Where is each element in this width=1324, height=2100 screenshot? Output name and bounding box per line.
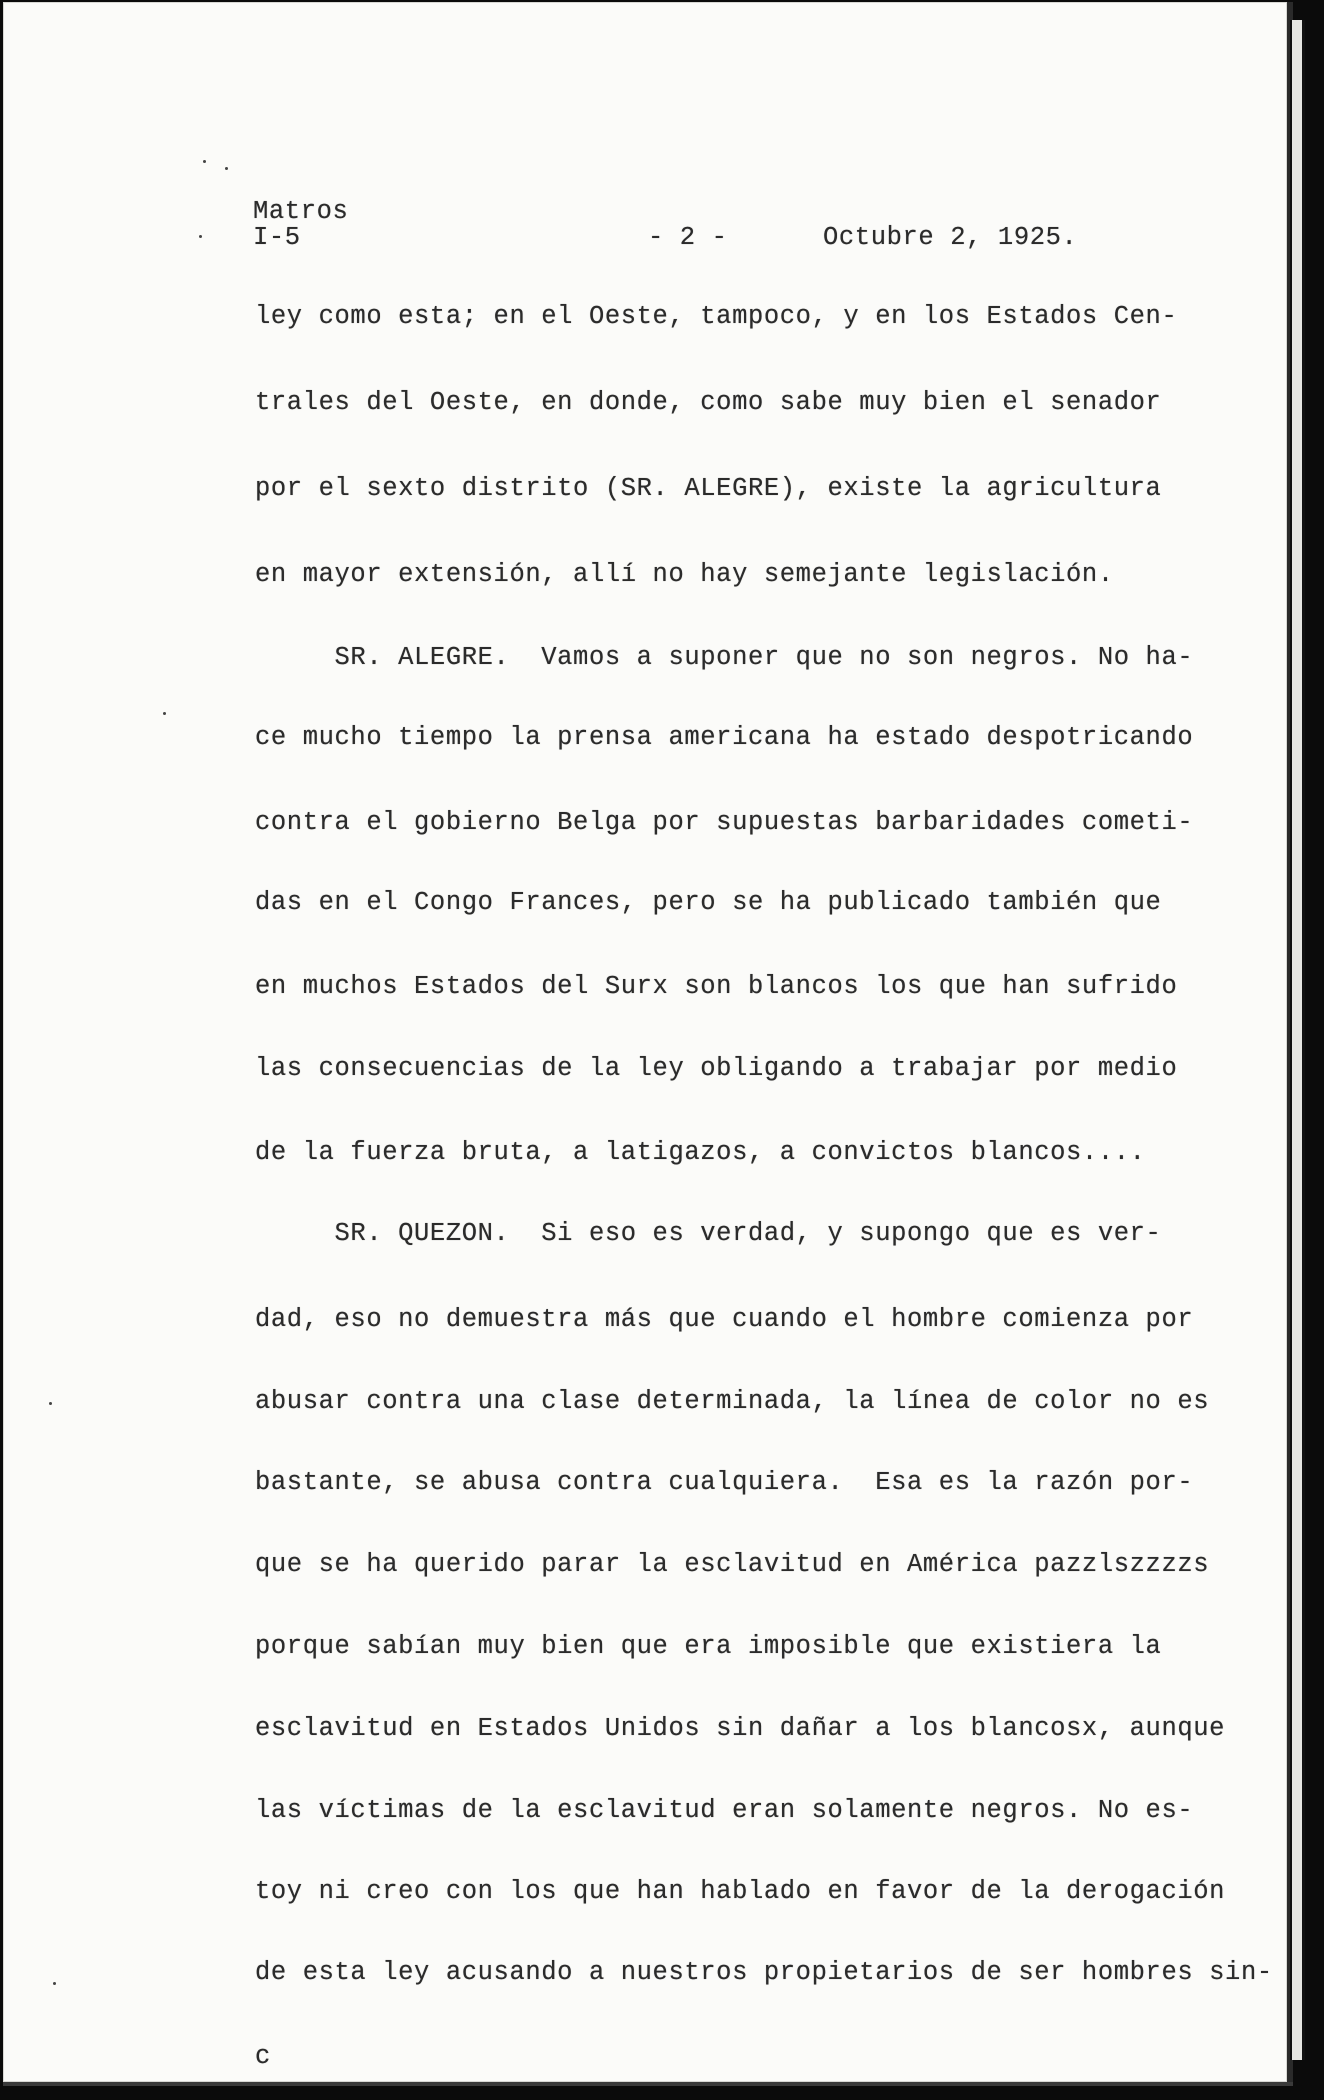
text-line: toy ni creo con los que han hablado en favor de la derogación <box>255 1877 1226 1906</box>
ink-speck <box>53 1982 56 1985</box>
text-line: en mayor extensión, allí no hay semejante legislación. <box>255 560 1114 589</box>
text-line: contra el gobierno Belga por supuestas barbaridades cometi- <box>255 808 1194 837</box>
ink-speck <box>199 235 202 238</box>
text-line: las consecuencias de la ley obligando a trabajar por medio <box>255 1054 1178 1083</box>
text-line: en muchos Estados del Surx son blancos los que han sufrido <box>255 972 1178 1001</box>
document-page <box>3 2 1293 2082</box>
text-line: ce mucho tiempo la prensa americana ha estado despotricando <box>255 723 1194 752</box>
text-line: de esta ley acusando a nuestros propietarios de ser hombres sin- <box>255 1958 1273 1987</box>
header-date: Octubre 2, 1925. <box>823 223 1078 252</box>
text-line: SR. QUEZON. Si eso es verdad, y supongo que es ver- <box>255 1219 1162 1248</box>
ink-speck <box>225 167 228 170</box>
text-line: abusar contra una clase determinada, la línea de color no es <box>255 1387 1210 1416</box>
text-line: dad, eso no demuestra más que cuando el hombre comienza por <box>255 1305 1194 1334</box>
ink-speck <box>163 712 166 715</box>
text-line: ley como esta; en el Oeste, tampoco, y en los Estados Cen- <box>255 302 1178 331</box>
text-line: trales del Oeste, en donde, como sabe muy bien el senador <box>255 388 1162 417</box>
text-line: SR. ALEGRE. Vamos a suponer que no son negros. No ha- <box>255 643 1194 672</box>
text-line: porque sabían muy bien que era imposible que existiera la <box>255 1632 1162 1661</box>
ink-speck <box>203 160 206 163</box>
text-line: esclavitud en Estados Unidos sin dañar a los blancosx, aunque <box>255 1714 1226 1743</box>
page-edge-right <box>1290 20 1305 2060</box>
text-line: de la fuerza bruta, a latigazos, a convictos blancos.... <box>255 1138 1146 1167</box>
text-line: por el sexto distrito (SR. ALEGRE), existe la agricultura <box>255 474 1162 503</box>
page-number: - 2 - <box>648 223 728 252</box>
header-name: Matros <box>253 197 349 226</box>
ink-speck <box>49 1402 52 1405</box>
text-line: que se ha querido parar la esclavitud en América pazzlszzzzs <box>255 1550 1210 1579</box>
text-line: las víctimas de la esclavitud eran solamente negros. No es- <box>255 1796 1194 1825</box>
text-line: bastante, se abusa contra cualquiera. Esa es la razón por- <box>255 1468 1194 1497</box>
page-edge-bottom <box>3 2082 1293 2086</box>
text-line: c <box>255 2042 271 2071</box>
text-line: das en el Congo Frances, pero se ha publicado también que <box>255 888 1162 917</box>
header-code: I-5 <box>253 223 301 252</box>
